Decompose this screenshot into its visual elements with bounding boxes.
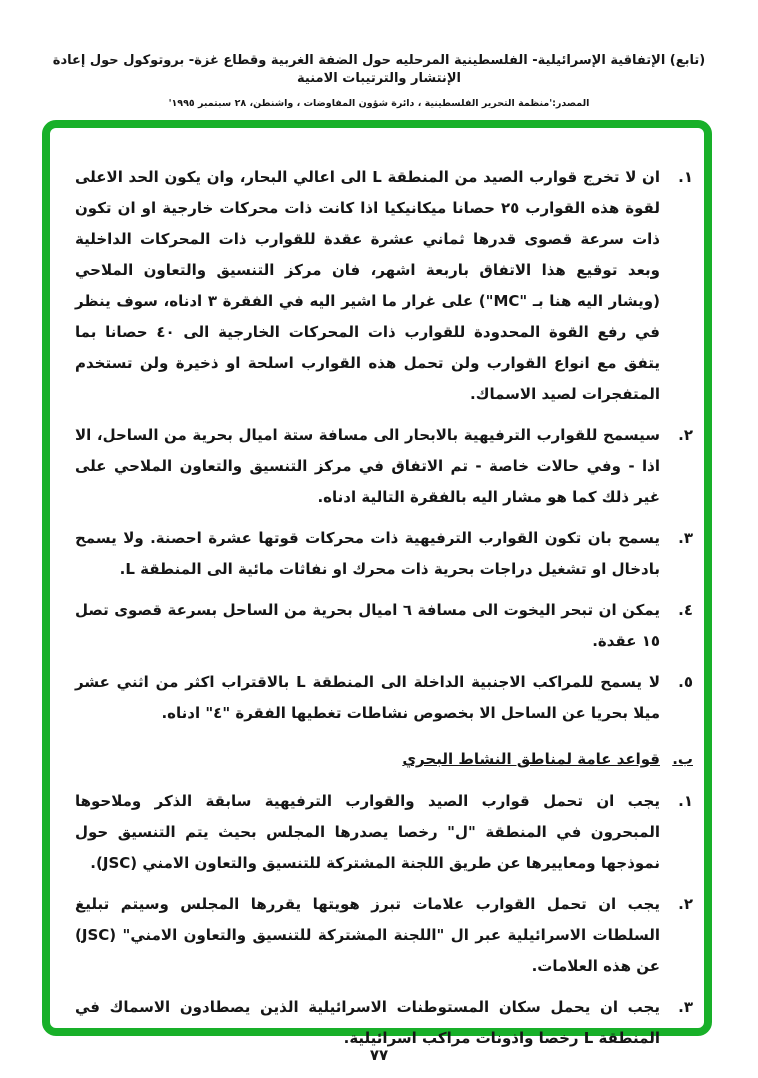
list-item-number: ٢. — [678, 426, 693, 444]
list-item-number: ١. — [678, 792, 693, 810]
list-item — [75, 420, 693, 513]
list-item-text: يجب ان تحمل القوارب علامات تبرز هويتها يقررها المجلس وسيتم تبليغ السلطات الاسرائيلية عبر ال "اللجنة المشتركة للتنسيق والتعاون الامني" (JSC) عن هذه العلامات. — [75, 895, 660, 975]
page-number: ٧٧ — [369, 1046, 389, 1064]
document-title: (تابع) الإتفاقية الإسرائيلية- الفلسطينية المرحليه حول الضفة الغربية وقطاع غزة- بروتوكول حول إعادة الإنتشار والترتيبات الامنية — [52, 53, 706, 86]
list-item-number: ٤. — [678, 601, 693, 619]
list-item-number: ٣. — [678, 998, 693, 1016]
list-item — [75, 667, 693, 729]
list-item-text: لا يسمح للمراكب الاجنبية الداخلة الى المنطقة L بالاقتراب اكثر من اثني عشر ميلا بحريا عن الساحل الا بخصوص نشاطات تغطيها الفقرة "٤" ادناه. — [75, 673, 660, 722]
document-source-line: المصدر:'منظمة التحرير الفلسطينية ، دائرة شؤون المفاوضات ، واشنطن، ٢٨ سبتمبر ١٩٩٥' — [168, 98, 590, 109]
list-item — [75, 162, 693, 410]
section-b-marker: ب. — [672, 750, 693, 768]
list-item-number: ١. — [678, 168, 693, 186]
list-item-number: ٥. — [678, 673, 693, 691]
list-item — [75, 595, 693, 657]
list-item-text: يجب ان يحمل سكان المستوطنات الاسرائيلية الذين يصطادون الاسماك في المنطقة L رخصا واذونات مراكب اسرائيلية. — [75, 998, 660, 1047]
list-item-number: ٢. — [678, 895, 693, 913]
list-item — [75, 992, 693, 1054]
list-item-text: يجب ان تحمل قوارب الصيد والقوارب الترفيهية سابقة الذكر وملاحوها المبحرون في المنطقة "ل" رخصا يصدرها المجلس بحيث يتم التنسيق حول نموذجها ومعاييرها عن طريق اللجنة المشتركة للتنسيق والتعاون الامني (JSC). — [75, 792, 660, 872]
list-item-number: ٣. — [678, 529, 693, 547]
list-item — [75, 889, 693, 982]
green-border-content-box — [42, 120, 712, 1047]
section-b-heading — [75, 744, 693, 775]
list-item — [75, 523, 693, 585]
list-item-text: ان لا تخرج قوارب الصيد من المنطقة L الى اعالي البحار، وان يكون الحد الاعلى لقوة هذه القوارب ٢٥ حصانا ميكانيكيا اذا كانت ذات محركات خارجية او ان تكون ذات سرعة قصوى قدرها ثماني عشرة عقدة للقوارب ذات المحركات الداخلية وبعد توقيع هذا الاتفاق باربعة اشهر، فان مركز التنسيق والتعاون الملاحي (ويشار اليه هنا بـ "MC") على غرار ما اشير اليه في الفقرة ٣ ادناه، سوف ينظر في رفع القوة المحدودة للقوارب ذات المحركات الخارجية الى ٤٠ حصانا بما يتفق مع انواع القوارب ولن تحمل هذه القوارب اسلحة او ذخيرة ولن تستخدم المتفجرات لصيد الاسماك. — [75, 168, 660, 403]
document-header — [0, 0, 758, 109]
list-item — [75, 786, 693, 879]
list-item-text: يسمح بان تكون القوارب الترفيهية ذات محركات قوتها عشرة احصنة. ولا يسمح بادخال او تشغيل دراجات بحرية ذات محرك او نفاثات مائية الى المنطقة L. — [75, 529, 660, 578]
list-item-text: يمكن ان تبحر اليخوت الى مسافة ٦ اميال بحرية من الساحل بسرعة قصوى تصل ١٥ عقدة. — [75, 601, 660, 650]
list-item-text: سيسمح للقوارب الترفيهية بالابحار الى مسافة ستة اميال بحرية من الساحل، الا اذا - وفي حالات خاصة - تم الاتفاق في مركز التنسيق والتعاون الملاحي على غير ذلك كما هو مشار اليه بالفقرة التالية ادناه. — [75, 426, 660, 506]
section-b-heading-text: قواعد عامة لمناطق النشاط البحري — [402, 750, 660, 768]
